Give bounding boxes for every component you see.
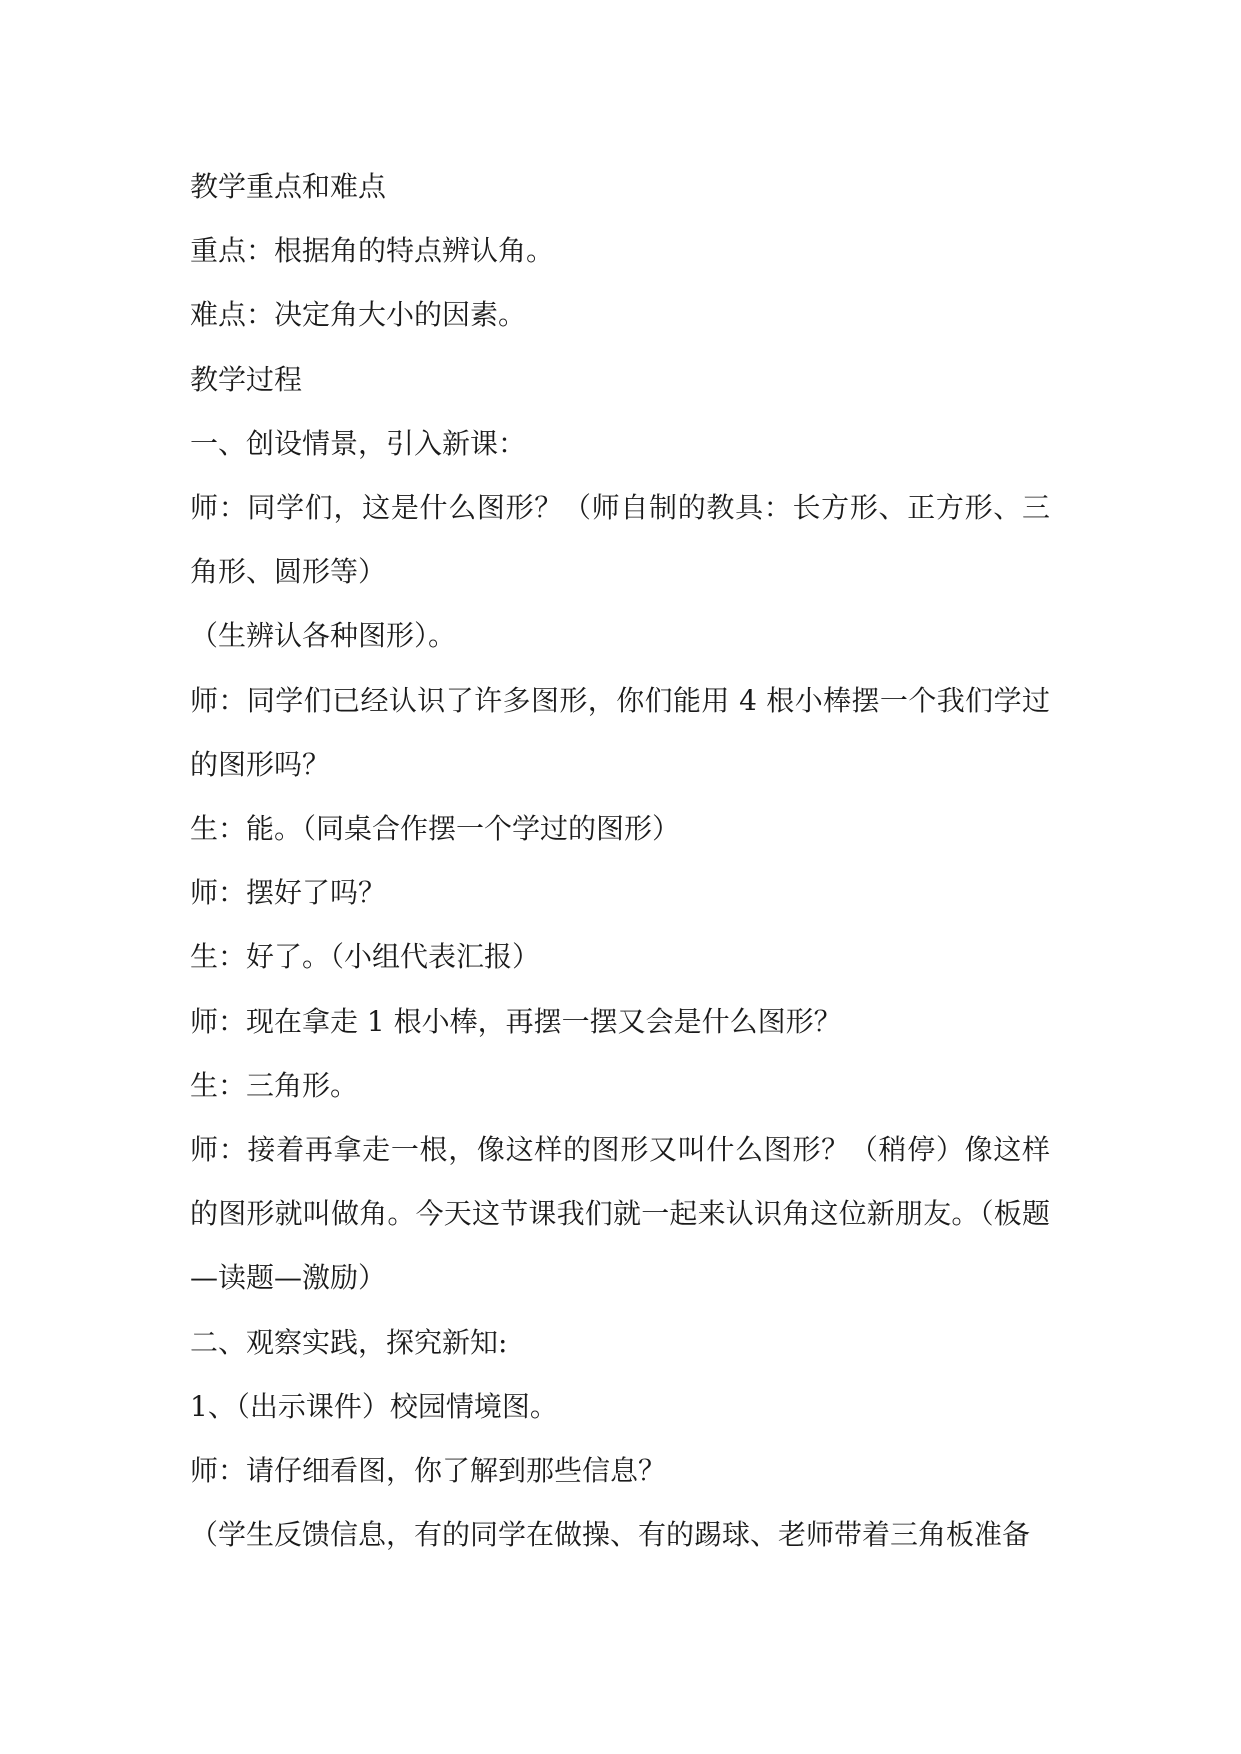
paragraph-dialogue: 师：接着再拿走一根，像这样的图形又叫什么图形？（稍停）像这样的图形就叫做角。今天这节课我们就一起来认识角这位新朋友。（板题—读题—激励） bbox=[190, 1133, 1050, 1295]
paragraph-key-point: 重点：根据角的特点辨认角。 bbox=[190, 234, 555, 268]
paragraph-dialogue: （学生反馈信息，有的同学在做操、有的踢球、老师带着三角板准备 bbox=[190, 1518, 1031, 1552]
paragraph-dialogue: 师：现在拿走 1 根小棒，再摆一摆又会是什么图形？ bbox=[190, 1004, 842, 1038]
paragraph-dialogue: 生：好了。（小组代表汇报） bbox=[190, 940, 541, 974]
paragraph-dialogue: 师：摆好了吗？ bbox=[190, 876, 387, 910]
subheading-part-two: 二、观察实践，探究新知: bbox=[190, 1325, 508, 1359]
paragraph-dialogue: （生辨认各种图形）。 bbox=[190, 619, 457, 653]
paragraph-difficult-point: 难点：决定角大小的因素。 bbox=[190, 298, 527, 332]
paragraph-dialogue: 生：能。（同桌合作摆一个学过的图形） bbox=[190, 812, 681, 846]
paragraph-dialogue: 1、（出示课件）校园情境图。 bbox=[190, 1389, 558, 1423]
paragraph-dialogue: 生：三角形。 bbox=[190, 1068, 359, 1102]
subheading-part-one: 一、创设情景，引入新课： bbox=[190, 426, 527, 460]
section-heading-key-points: 教学重点和难点 bbox=[190, 170, 387, 203]
paragraph-dialogue: 师：请仔细看图，你了解到那些信息？ bbox=[190, 1454, 667, 1488]
document-body bbox=[190, 155, 1050, 1567]
paragraph-dialogue: 师：同学们已经认识了许多图形，你们能用 4 根小棒摆一个我们学过的图形吗？ bbox=[190, 683, 1050, 781]
paragraph-dialogue: 师：同学们，这是什么图形？（师自制的教具：长方形、正方形、三角形、圆形等） bbox=[190, 491, 1050, 589]
section-heading-teaching-process: 教学过程 bbox=[190, 362, 303, 396]
